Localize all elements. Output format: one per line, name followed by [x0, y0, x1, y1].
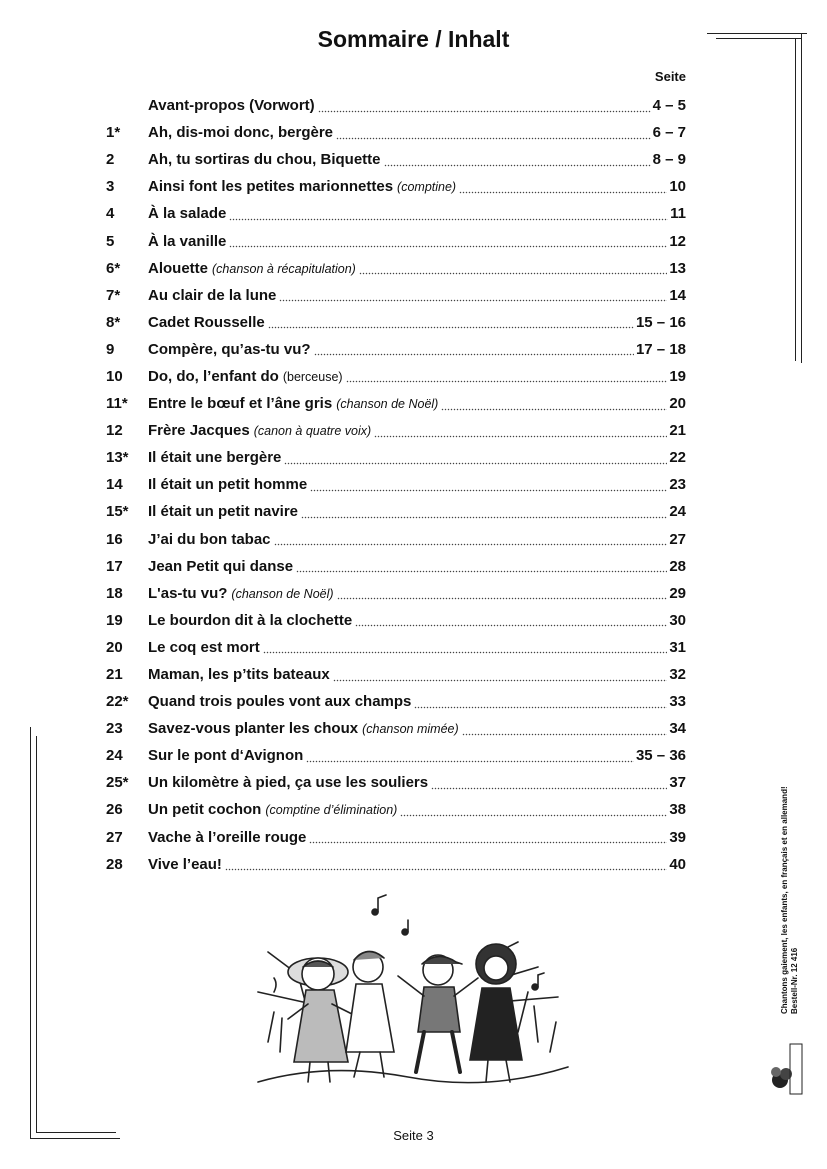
toc-entry-page: 34: [669, 720, 686, 738]
toc-entry-number: 3: [106, 178, 115, 196]
toc-dot-leader: [263, 640, 668, 654]
toc-dot-leader: [229, 234, 667, 248]
toc-entry-page: 12: [669, 232, 686, 250]
toc-entry-title-text: À la salade: [148, 205, 227, 223]
toc-entry-page: 39: [669, 828, 686, 846]
toc-entry-title: [148, 558, 293, 575]
toc-entry: [100, 634, 686, 661]
toc-entry-page: 6 – 7: [652, 124, 686, 142]
toc-entry-title: [148, 260, 356, 277]
toc-entry: [100, 688, 686, 715]
toc-entry: [100, 417, 686, 444]
toc-entry: [100, 444, 686, 471]
toc-entry-note: (chanson à récapitulation): [212, 261, 356, 276]
toc-entry-title: [148, 341, 311, 358]
toc-entry: [100, 200, 686, 227]
toc-entry-page: 30: [669, 611, 686, 629]
toc-entry-title-text: Au clair de la lune: [148, 286, 277, 304]
toc-entry-title: [148, 666, 330, 683]
toc-entry-number: 23: [106, 720, 123, 738]
toc-entry-page: 24: [669, 503, 686, 521]
toc-entry-title-text: L'as-tu vu?: [148, 584, 228, 602]
frame-right-line-outer: [801, 33, 802, 363]
toc-entry-title-text: Le coq est mort: [148, 638, 260, 656]
toc-entry-note: (chanson de Noël): [231, 586, 334, 601]
toc-entry-title-text: Do, do, l’enfant do: [148, 367, 279, 385]
toc-dot-leader: [337, 586, 668, 600]
toc-entry: [100, 146, 686, 173]
toc-dot-leader: [414, 695, 667, 709]
toc-entry-page: 14: [669, 286, 686, 304]
toc-entry-number: 2: [106, 151, 115, 169]
toc-entry: [100, 363, 686, 390]
side-publication-text: [780, 714, 800, 1014]
toc-entry-title: [148, 612, 352, 629]
toc-entry-number: 16: [106, 530, 123, 548]
toc-entry-title: [148, 124, 333, 141]
toc-entry-number: 4: [106, 205, 115, 223]
toc-dot-leader: [318, 99, 651, 113]
toc-entry-page: 20: [669, 395, 686, 413]
toc-entry-page: 19: [669, 367, 686, 385]
toc-entry-number: 18: [106, 584, 123, 602]
toc-entry: [100, 742, 686, 769]
toc-entry: [100, 309, 686, 336]
toc-entry-title: [148, 503, 298, 520]
toc-entry-title-text: Compère, qu’as-tu vu?: [148, 340, 311, 358]
toc-entry: [100, 824, 686, 851]
toc-entry: [100, 661, 686, 688]
toc-entry-number: 5: [106, 232, 115, 250]
toc-entry-note: (chanson de Noël): [336, 397, 439, 412]
toc-dot-leader: [301, 505, 667, 519]
toc-entry-page: 37: [669, 774, 686, 792]
toc-entry-page: 27: [669, 530, 686, 548]
toc-entry: [100, 498, 686, 525]
toc-entry-title: [148, 151, 381, 168]
toc-entry-page: 38: [669, 801, 686, 819]
toc-entry-title: [148, 395, 438, 412]
toc-dot-leader: [310, 478, 667, 492]
toc-entry-note: (comptine): [397, 180, 457, 195]
toc-dot-leader: [284, 451, 667, 465]
page-title: Sommaire / Inhalt: [317, 26, 510, 52]
toc-entry-title-text: Jean Petit qui danse: [148, 557, 294, 575]
toc-entry: [100, 255, 686, 282]
toc-dot-leader: [384, 153, 651, 167]
toc-entry: [100, 119, 686, 146]
toc-entry-page: 40: [669, 855, 686, 873]
toc-entry-page: 35 – 36: [635, 747, 686, 765]
toc-entry: [100, 336, 686, 363]
toc-entry-number: 9: [106, 340, 115, 358]
toc-entry-title-text: Savez-vous planter les choux: [148, 720, 359, 738]
toc-entry-page: 33: [669, 693, 686, 711]
toc-dot-leader: [462, 722, 668, 736]
toc-entry-title: [148, 774, 428, 791]
dancing-children-illustration: [248, 892, 578, 1092]
toc-entry-note: (comptine d’élimination): [265, 803, 398, 818]
toc-entry-title-text: Entre le bœuf et l’âne gris: [148, 395, 333, 413]
toc-entry-title-text: Alouette: [148, 259, 208, 277]
toc-entry-number: 7*: [106, 286, 121, 304]
toc-entry-title-text: Il était un petit navire: [148, 503, 299, 521]
table-of-contents: [100, 92, 686, 878]
toc-dot-leader: [431, 776, 667, 790]
toc-entry-page: 8 – 9: [652, 151, 686, 169]
toc-entry-title-text: Ah, tu sortiras du chou, Biquette: [148, 151, 381, 169]
toc-entry: [100, 282, 686, 309]
toc-dot-leader: [268, 315, 634, 329]
toc-entry-page: 4 – 5: [652, 97, 686, 115]
toc-dot-leader: [459, 180, 667, 194]
toc-entry-title-text: J’ai du bon tabac: [148, 530, 271, 548]
toc-entry-page: 15 – 16: [635, 313, 686, 331]
toc-entry-title-text: Le bourdon dit à la clochette: [148, 611, 353, 629]
toc-entry: [100, 715, 686, 742]
toc-entry: [100, 851, 686, 878]
toc-entry-title-text: Quand trois poules vont aux champs: [148, 693, 412, 711]
toc-entry-number: 13*: [106, 449, 129, 467]
toc-entry-page: 29: [669, 584, 686, 602]
toc-dot-leader: [314, 342, 634, 356]
frame-left-line: [30, 727, 31, 1139]
toc-dot-leader: [374, 424, 667, 438]
toc-entry: [100, 173, 686, 200]
toc-entry: [100, 526, 686, 553]
toc-entry-number: 8*: [106, 313, 121, 331]
toc-entry-title-text: Ah, dis-moi donc, bergère: [148, 124, 334, 142]
side-text-title: Chantons gaiement, les enfants, en français et en allemand!: [780, 786, 789, 1014]
toc-entry-note: (chanson mimée): [362, 722, 459, 737]
toc-entry-title-text: Cadet Rousselle: [148, 313, 265, 331]
toc-entry: [100, 390, 686, 417]
toc-entry-number: 21: [106, 666, 123, 684]
toc-dot-leader: [296, 559, 667, 573]
toc-entry-note: (berceuse): [282, 369, 343, 384]
toc-entry-page: 17 – 18: [635, 340, 686, 358]
toc-entry-title-text: Avant-propos (Vorwort): [148, 97, 315, 115]
toc-entry-title-text: Un kilomètre à pied, ça use les souliers: [148, 774, 429, 792]
toc-entry: [100, 580, 686, 607]
toc-entry-title-text: Vache à l’oreille rouge: [148, 828, 307, 846]
toc-entry-number: 19: [106, 611, 123, 629]
toc-entry-number: 24: [106, 747, 123, 765]
toc-entry-title-text: Frère Jacques: [148, 422, 250, 440]
toc-entry-number: 1*: [106, 124, 121, 142]
toc-dot-leader: [229, 207, 668, 221]
toc-entry-number: 27: [106, 828, 123, 846]
page-number-footer: Seite 3: [393, 1128, 434, 1143]
toc-entry: [100, 796, 686, 823]
toc-dot-leader: [279, 288, 667, 302]
toc-entry-number: 17: [106, 557, 123, 575]
toc-entry-number: 15*: [106, 503, 129, 521]
toc-entry-title-text: Ainsi font les petites marionnettes: [148, 178, 394, 196]
toc-entry-number: 6*: [106, 259, 121, 277]
toc-entry-number: 22*: [106, 693, 129, 711]
toc-entry-title: [148, 747, 303, 764]
toc-entry-page: 13: [669, 259, 686, 277]
toc-entry-number: 25*: [106, 774, 129, 792]
toc-dot-leader: [441, 397, 667, 411]
toc-entry-title: [148, 693, 411, 710]
toc-entry: [100, 471, 686, 498]
toc-entry-title-text: Vive l’eau!: [148, 855, 222, 873]
toc-entry: [100, 553, 686, 580]
toc-entry-title: [148, 829, 306, 846]
toc-dot-leader: [400, 803, 667, 817]
toc-entry-page: 21: [669, 422, 686, 440]
toc-entry: [100, 607, 686, 634]
toc-entry-title: [148, 449, 281, 466]
toc-entry-page: 10: [669, 178, 686, 196]
toc-entry-title-text: Un petit cochon: [148, 801, 262, 819]
toc-entry-title: [148, 531, 271, 548]
toc-dot-leader: [333, 668, 668, 682]
toc-dot-leader: [225, 857, 667, 871]
toc-entry-title: [148, 178, 456, 195]
toc-entry-title: [148, 97, 315, 114]
toc-entry-page: 28: [669, 557, 686, 575]
toc-dot-leader: [306, 749, 634, 763]
toc-entry: [100, 769, 686, 796]
publisher-logo: [766, 1040, 806, 1096]
toc-entry-title-text: Maman, les p’tits bateaux: [148, 666, 330, 684]
toc-entry-page: 23: [669, 476, 686, 494]
toc-entry-title-text: Il était une bergère: [148, 449, 282, 467]
frame-left-line-inner: [36, 736, 37, 1133]
toc-entry-title: [148, 476, 307, 493]
toc-entry-title: [148, 233, 226, 250]
toc-entry-number: 28: [106, 855, 123, 873]
toc-entry-title-text: Sur le pont d‘Avignon: [148, 747, 304, 765]
toc-entry-title-text: À la vanille: [148, 232, 227, 250]
toc-entry-title-text: Il était un petit homme: [148, 476, 308, 494]
side-text-order-number: Bestell-Nr. 12 416: [790, 947, 799, 1014]
toc-entry-number: 10: [106, 367, 123, 385]
toc-entry-note: (canon à quatre voix): [253, 424, 372, 439]
toc-dot-leader: [346, 369, 668, 383]
page-column-header: Seite: [654, 69, 686, 84]
toc-entry-number: 14: [106, 476, 123, 494]
toc-entry-title: [148, 287, 276, 304]
toc-entry-title: [148, 856, 222, 873]
toc-dot-leader: [355, 613, 667, 627]
toc-entry-page: 31: [669, 638, 686, 656]
toc-entry-title: [148, 368, 343, 385]
toc-entry-number: 20: [106, 638, 123, 656]
frame-right-line: [795, 38, 796, 361]
toc-entry: [100, 227, 686, 254]
toc-dot-leader: [359, 261, 667, 275]
toc-entry-title: [148, 585, 334, 602]
toc-entry-number: 11*: [106, 395, 128, 413]
toc-entry-title: [148, 314, 265, 331]
toc-entry-title: [148, 205, 226, 222]
toc-entry-title: [148, 801, 397, 818]
toc-entry-page: 11: [670, 205, 686, 223]
toc-dot-leader: [309, 830, 667, 844]
toc-entry-page: 22: [669, 449, 686, 467]
toc-entry: [100, 92, 686, 119]
toc-entry-number: 26: [106, 801, 123, 819]
toc-dot-leader: [336, 126, 651, 140]
toc-dot-leader: [274, 532, 668, 546]
toc-entry-number: 12: [106, 422, 123, 440]
toc-entry-title: [148, 639, 260, 656]
toc-entry-page: 32: [669, 666, 686, 684]
toc-entry-title: [148, 422, 371, 439]
toc-entry-title: [148, 720, 459, 737]
